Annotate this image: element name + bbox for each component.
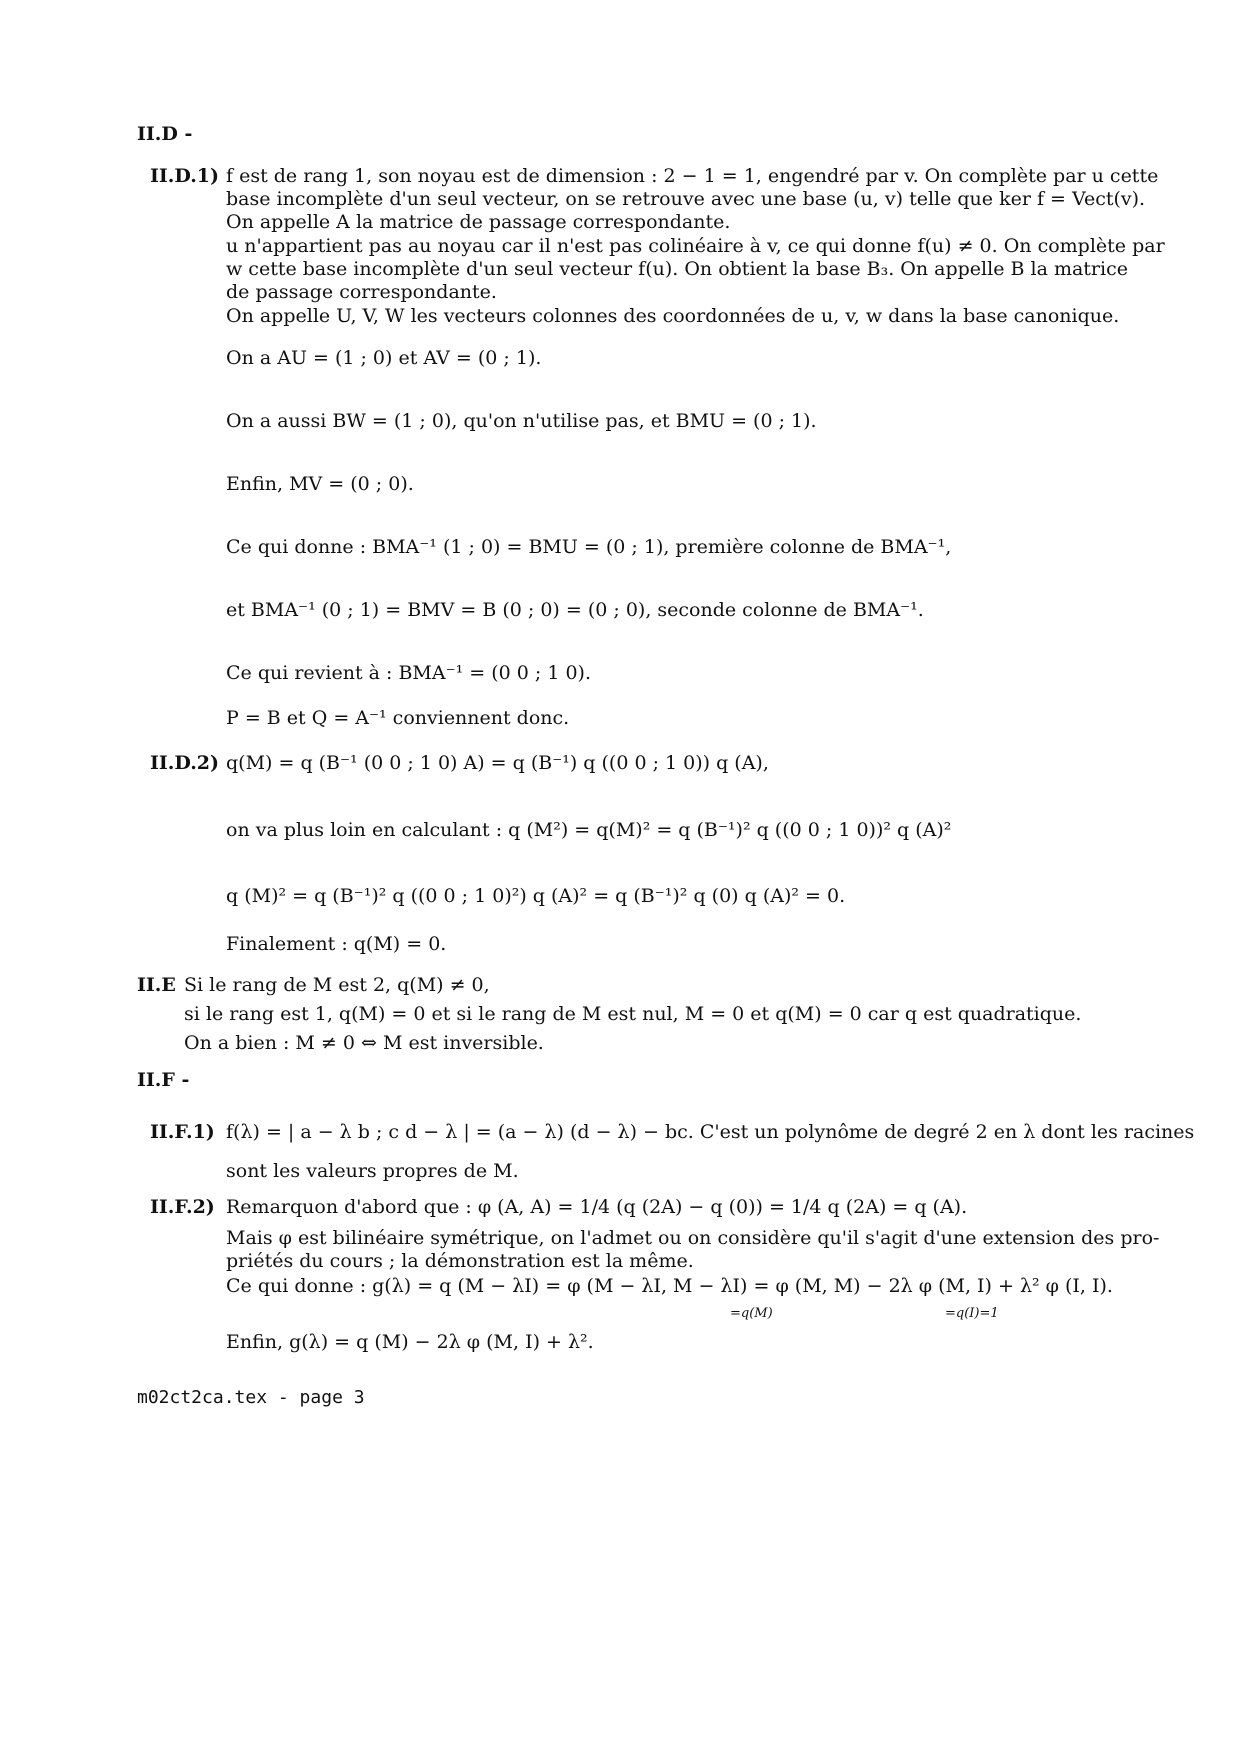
equation-line: f(λ) = | a − λ b ; c d − λ | = (a − λ) (d − λ) − bc. C'est un polynôme de degré 2 en λ dont les racines [226,1121,1195,1143]
underbrace-label: =q(M) [730,1306,773,1321]
text-line: base incomplète d'un seul vecteur, on se retrouve avec une base (u, v) telle que ker f = Vect(v). [226,188,1146,210]
equation-line: On a aussi BW = (1 ; 0), qu'on n'utilise pas, et BMU = (0 ; 1). [226,410,817,432]
equation-line: Ce qui donne : g(λ) = q (M − λI) = φ (M − λI, M − λI) = φ (M, M) − 2λ φ (M, I) + λ² φ (I, I). [226,1275,1113,1297]
section-heading-IID: II.D - [137,123,193,145]
page-footer: m02ct2ca.tex - page 3 [137,1387,365,1408]
equation-line: q(M) = q (B⁻¹ (0 0 ; 1 0) A) = q (B⁻¹) q ((0 0 ; 1 0)) q (A), [226,752,769,774]
equation-line: P = B et Q = A⁻¹ conviennent donc. [226,707,570,729]
equation-line: Remarquon d'abord que : φ (A, A) = 1/4 (q (2A) − q (0)) = 1/4 q (2A) = q (A). [226,1196,968,1218]
equation-line: et BMA⁻¹ (0 ; 1) = BMV = B (0 ; 0) = (0 ; 0), seconde colonne de BMA⁻¹. [226,599,924,621]
equation-line: On a AU = (1 ; 0) et AV = (0 ; 1). [226,347,542,369]
equation-line: Ce qui revient à : BMA⁻¹ = (0 0 ; 1 0). [226,662,591,684]
item-label-IIF2: II.F.2) [150,1196,215,1218]
equation-line: q (M)² = q (B⁻¹)² q ((0 0 ; 1 0)²) q (A)² = q (B⁻¹)² q (0) q (A)² = 0. [226,885,846,907]
text-line: Mais φ est bilinéaire symétrique, on l'admet ou on considère qu'il s'agit d'une extension des pro- [226,1227,1160,1249]
text-line: u n'appartient pas au noyau car il n'est pas colinéaire à v, ce qui donne f(u) ≠ 0. On complète par [226,235,1165,257]
underbrace-label: =q(I)=1 [945,1306,999,1321]
section-heading-IIF: II.F - [137,1069,190,1091]
text-line: sont les valeurs propres de M. [226,1160,519,1182]
text-line: si le rang est 1, q(M) = 0 et si le rang de M est nul, M = 0 et q(M) = 0 car q est quadratique. [184,1003,1082,1025]
equation-line: on va plus loin en calculant : q (M²) = q(M)² = q (B⁻¹)² q ((0 0 ; 1 0))² q (A)² [226,819,952,841]
equation-line: Ce qui donne : BMA⁻¹ (1 ; 0) = BMU = (0 ; 1), première colonne de BMA⁻¹, [226,536,952,558]
text-line: On appelle A la matrice de passage correspondante. [226,211,731,233]
text-line: On appelle U, V, W les vecteurs colonnes des coordonnées de u, v, w dans la base canonique. [226,305,1120,327]
item-label-IID2: II.D.2) [150,752,220,774]
equation-line: Enfin, g(λ) = q (M) − 2λ φ (M, I) + λ². [226,1331,594,1353]
text-line: f est de rang 1, son noyau est de dimension : 2 − 1 = 1, engendré par v. On complète par u cette [226,165,1159,187]
text-line: de passage correspondante. [226,281,497,303]
equation-line: Finalement : q(M) = 0. [226,933,447,955]
text-line: priétés du cours ; la démonstration est la même. [226,1250,694,1272]
item-label-IIF1: II.F.1) [150,1121,215,1143]
equation-line: Enfin, MV = (0 ; 0). [226,473,414,495]
item-label-IIE: II.E [137,974,176,996]
item-label-IID1: II.D.1) [150,165,220,187]
text-line: w cette base incomplète d'un seul vecteur f(u). On obtient la base B₃. On appelle B la matrice [226,258,1128,280]
text-line: Si le rang de M est 2, q(M) ≠ 0, [184,974,490,996]
text-line: On a bien : M ≠ 0 ⇔ M est inversible. [184,1032,544,1054]
